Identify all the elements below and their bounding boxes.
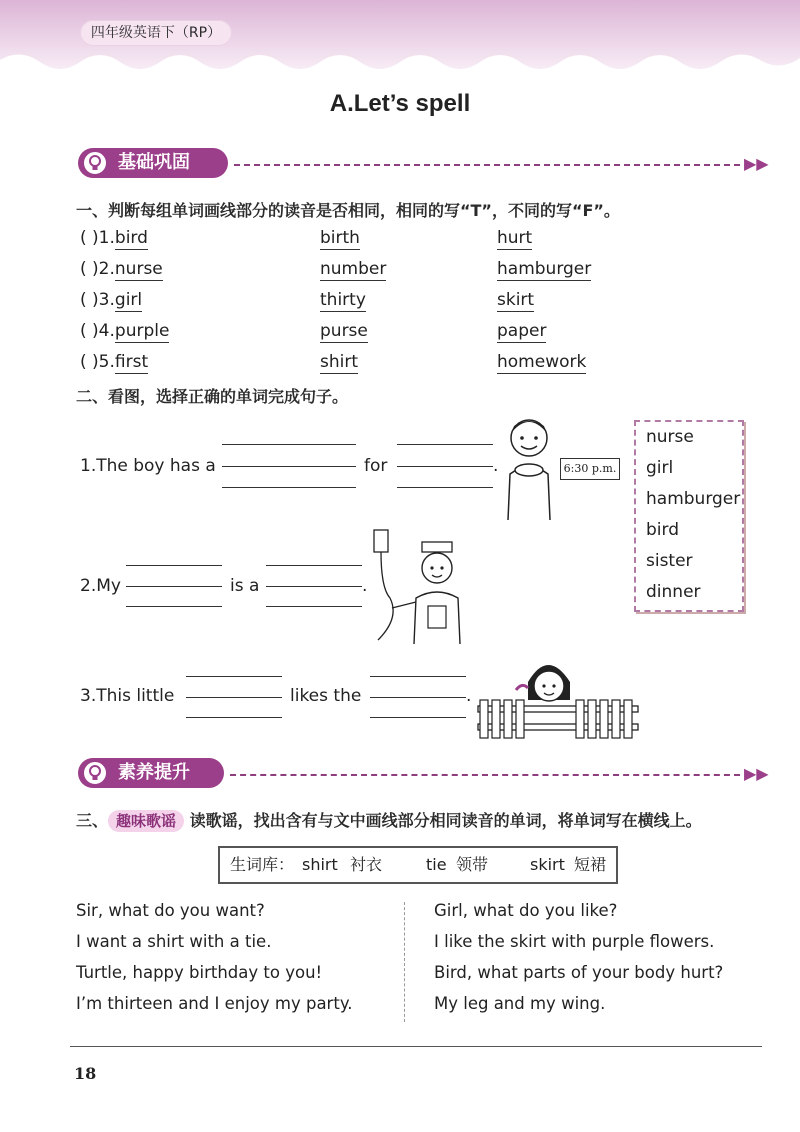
word-3: paper bbox=[497, 321, 547, 341]
song-line: Girl, what do you like? bbox=[434, 901, 618, 920]
row-number: 5. bbox=[98, 352, 115, 372]
song-line: I like the skirt with purple flowers. bbox=[434, 932, 715, 951]
blank-line[interactable] bbox=[266, 565, 362, 566]
blank-line[interactable] bbox=[186, 697, 282, 698]
song-left bbox=[76, 895, 396, 1019]
answer-paren[interactable]: ( ) bbox=[80, 228, 99, 248]
word-option: dinner bbox=[646, 582, 701, 602]
boy-eating-illustration bbox=[498, 412, 560, 520]
song-divider bbox=[404, 902, 405, 1022]
double-arrow-icon: ▶▶ bbox=[744, 764, 769, 783]
song-line: I want a shirt with a tie. bbox=[76, 932, 272, 951]
song-right bbox=[434, 895, 764, 1019]
part3-instruction: 读歌谣，找出含有与文中画线部分相同读音的单词，将单词写在横线上。 bbox=[189, 811, 702, 830]
page-number: 18 bbox=[74, 1064, 97, 1083]
blank-line[interactable] bbox=[397, 466, 493, 467]
sentence-2-start: 2.My bbox=[80, 576, 121, 596]
sentence-3-mid: likes the bbox=[290, 686, 362, 706]
part1-rows bbox=[80, 228, 760, 388]
part1-row bbox=[80, 352, 148, 372]
blank-line[interactable] bbox=[266, 586, 362, 587]
page-title: A.Let’s spell bbox=[329, 90, 471, 117]
word-option: bird bbox=[646, 520, 679, 540]
vocab-meaning: 短裙 bbox=[574, 855, 607, 874]
sentence-2-end: . bbox=[362, 576, 368, 596]
word-2: number bbox=[320, 259, 387, 279]
sentence-2-mid: is a bbox=[230, 576, 260, 596]
word-2: thirty bbox=[320, 290, 366, 310]
blank-line[interactable] bbox=[126, 606, 222, 607]
row-number: 1. bbox=[98, 228, 115, 248]
blank-line[interactable] bbox=[370, 676, 466, 677]
section-foundation-pill bbox=[78, 148, 228, 178]
blank-line[interactable] bbox=[186, 676, 282, 677]
section-divider bbox=[234, 164, 740, 166]
song-line: Bird, what parts of your body hurt? bbox=[434, 963, 724, 982]
blank-line[interactable] bbox=[397, 487, 493, 488]
footer-rule bbox=[70, 1046, 762, 1047]
answer-paren[interactable]: ( ) bbox=[80, 352, 99, 372]
blank-line[interactable] bbox=[126, 565, 222, 566]
sentence-3-start: 3.This little bbox=[80, 686, 175, 706]
part3-prefix: 三、 bbox=[76, 811, 109, 830]
vocab-word: shirt bbox=[302, 855, 338, 874]
blank-line[interactable] bbox=[397, 444, 493, 445]
lightbulb-icon bbox=[82, 760, 108, 786]
time-tag: 6:30 p.m. bbox=[560, 458, 620, 480]
word-2: birth bbox=[320, 228, 360, 248]
double-arrow-icon: ▶▶ bbox=[744, 154, 769, 173]
answer-paren[interactable]: ( ) bbox=[80, 321, 99, 341]
song-line: My leg and my wing. bbox=[434, 994, 606, 1013]
sentence-3-end: . bbox=[466, 686, 472, 706]
part1-instruction: 一、判断每组单词画线部分的读音是否相同，相同的写“T”，不同的写“F”。 bbox=[76, 201, 620, 220]
section-improvement-label: 素养提升 bbox=[118, 762, 190, 783]
row-number: 4. bbox=[98, 321, 115, 341]
blank-line[interactable] bbox=[222, 466, 356, 467]
vocab-label: 生词库： bbox=[230, 855, 295, 874]
song-line: Turtle, happy birthday to you! bbox=[76, 963, 323, 982]
sentence-1-end: . bbox=[493, 456, 499, 476]
answer-paren[interactable]: ( ) bbox=[80, 259, 99, 279]
word-bank-box bbox=[634, 420, 744, 612]
nurse-illustration bbox=[370, 528, 470, 644]
blank-line[interactable] bbox=[266, 606, 362, 607]
song-line: I’m thirteen and I enjoy my party. bbox=[76, 994, 353, 1013]
vocab-word: tie bbox=[426, 855, 447, 874]
blank-line[interactable] bbox=[126, 586, 222, 587]
fun-song-badge: 趣味歌谣 bbox=[108, 810, 184, 832]
song-line: Sir, what do you want? bbox=[76, 901, 265, 920]
sentence-1-start: 1.The boy has a bbox=[80, 456, 216, 476]
word-option: nurse bbox=[646, 427, 694, 447]
row-number: 3. bbox=[98, 290, 115, 310]
blank-line[interactable] bbox=[222, 444, 356, 445]
word-1: first bbox=[114, 352, 149, 372]
word-2: shirt bbox=[320, 352, 359, 372]
part1-row bbox=[80, 321, 169, 341]
part1-row bbox=[80, 290, 142, 310]
grade-tab: 四年级英语下（RP） bbox=[80, 20, 232, 46]
word-2: purse bbox=[320, 321, 368, 341]
blank-line[interactable] bbox=[186, 717, 282, 718]
answer-paren[interactable]: ( ) bbox=[80, 290, 99, 310]
vocab-word: skirt bbox=[530, 855, 565, 874]
section-improvement-pill bbox=[78, 758, 224, 788]
blank-line[interactable] bbox=[370, 717, 466, 718]
row-number: 2. bbox=[98, 259, 115, 279]
vocab-box bbox=[218, 846, 618, 884]
word-option: girl bbox=[646, 458, 674, 478]
section-foundation-label: 基础巩固 bbox=[118, 152, 190, 173]
part2-instruction: 二、看图，选择正确的单词完成句子。 bbox=[76, 387, 349, 406]
word-option: sister bbox=[646, 551, 693, 571]
part3-instruction-row bbox=[76, 808, 702, 831]
word-1: purple bbox=[114, 321, 170, 341]
word-1: nurse bbox=[114, 259, 163, 279]
word-1: girl bbox=[114, 290, 143, 310]
vocab-meaning: 衬衣 bbox=[350, 855, 383, 874]
word-3: homework bbox=[497, 352, 587, 372]
lightbulb-icon bbox=[82, 150, 108, 176]
section-divider bbox=[230, 774, 740, 776]
word-1: bird bbox=[114, 228, 148, 248]
word-3: hamburger bbox=[497, 259, 592, 279]
vocab-meaning: 领带 bbox=[456, 855, 489, 874]
word-3: skirt bbox=[497, 290, 535, 310]
blank-line[interactable] bbox=[370, 697, 466, 698]
word-option: hamburger bbox=[646, 489, 741, 509]
blank-line[interactable] bbox=[222, 487, 356, 488]
word-3: hurt bbox=[497, 228, 533, 248]
part1-row bbox=[80, 259, 163, 279]
sentence-1-mid: for bbox=[364, 456, 388, 476]
girl-fence-illustration bbox=[476, 652, 640, 740]
part1-row bbox=[80, 228, 148, 248]
